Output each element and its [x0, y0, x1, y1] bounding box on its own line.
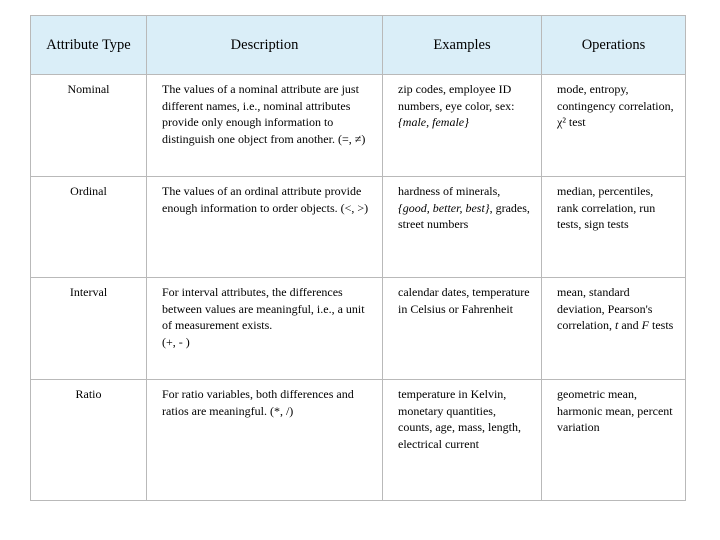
- row-operations: mode, entropy, contingency correlation, χ² test: [542, 75, 686, 177]
- operations-and: and: [618, 318, 642, 333]
- table-row-ratio: [31, 380, 686, 501]
- row-description: The values of an ordinal attribute provide enough information to order objects. (<, >): [147, 177, 383, 278]
- row-examples: [383, 75, 542, 177]
- row-type: Nominal: [31, 75, 147, 177]
- row-examples: [383, 177, 542, 278]
- row-operations: [542, 278, 686, 380]
- row-examples: calendar dates, temperature in Celsius or Fahrenheit: [383, 278, 542, 380]
- row-operations: geometric mean, harmonic mean, percent variation: [542, 380, 686, 501]
- row-description: For ratio variables, both differences and ratios are meaningful. (*, /): [147, 380, 383, 501]
- row-type: Interval: [31, 278, 147, 380]
- examples-text-suffix: , grades, street numbers: [398, 200, 530, 232]
- examples-italic: {male, female}: [398, 115, 469, 130]
- header-operations: Operations: [542, 16, 686, 75]
- operations-f: F: [641, 318, 649, 333]
- examples-text: zip codes, employee ID numbers, eye color, sex:: [398, 82, 515, 113]
- examples-italic: {good, better, best}: [398, 200, 490, 215]
- header-examples: Examples: [383, 16, 542, 75]
- table-row-ordinal: [31, 177, 686, 278]
- operations-suffix: tests: [649, 318, 674, 333]
- operations-t: t: [614, 318, 619, 333]
- row-type: Ordinal: [31, 177, 147, 278]
- header-row: [31, 16, 686, 75]
- table-row-interval: [31, 278, 686, 380]
- header-attribute-type: Attribute Type: [31, 16, 147, 75]
- header-description: Description: [147, 16, 383, 75]
- operations-text: mean, standard deviation, Pearson's correlation,: [557, 285, 653, 333]
- row-operations: median, percentiles, rank correlation, run tests, sign tests: [542, 177, 686, 278]
- attribute-types-table: [30, 15, 686, 501]
- row-description: The values of a nominal attribute are just different names, i.e., nominal attributes provide only enough information to distinguish one object from another. (=, ≠): [147, 75, 383, 177]
- examples-text: hardness of minerals,: [398, 184, 501, 198]
- row-examples: temperature in Kelvin, monetary quantities, counts, age, mass, length, electrical current: [383, 380, 542, 501]
- row-type: Ratio: [31, 380, 147, 501]
- row-description: For interval attributes, the differences between values are meaningful, i.e., a unit of measurement exists. (+, - ): [147, 278, 383, 380]
- table-row-nominal: [31, 75, 686, 177]
- attribute-types-table-container: [30, 15, 685, 501]
